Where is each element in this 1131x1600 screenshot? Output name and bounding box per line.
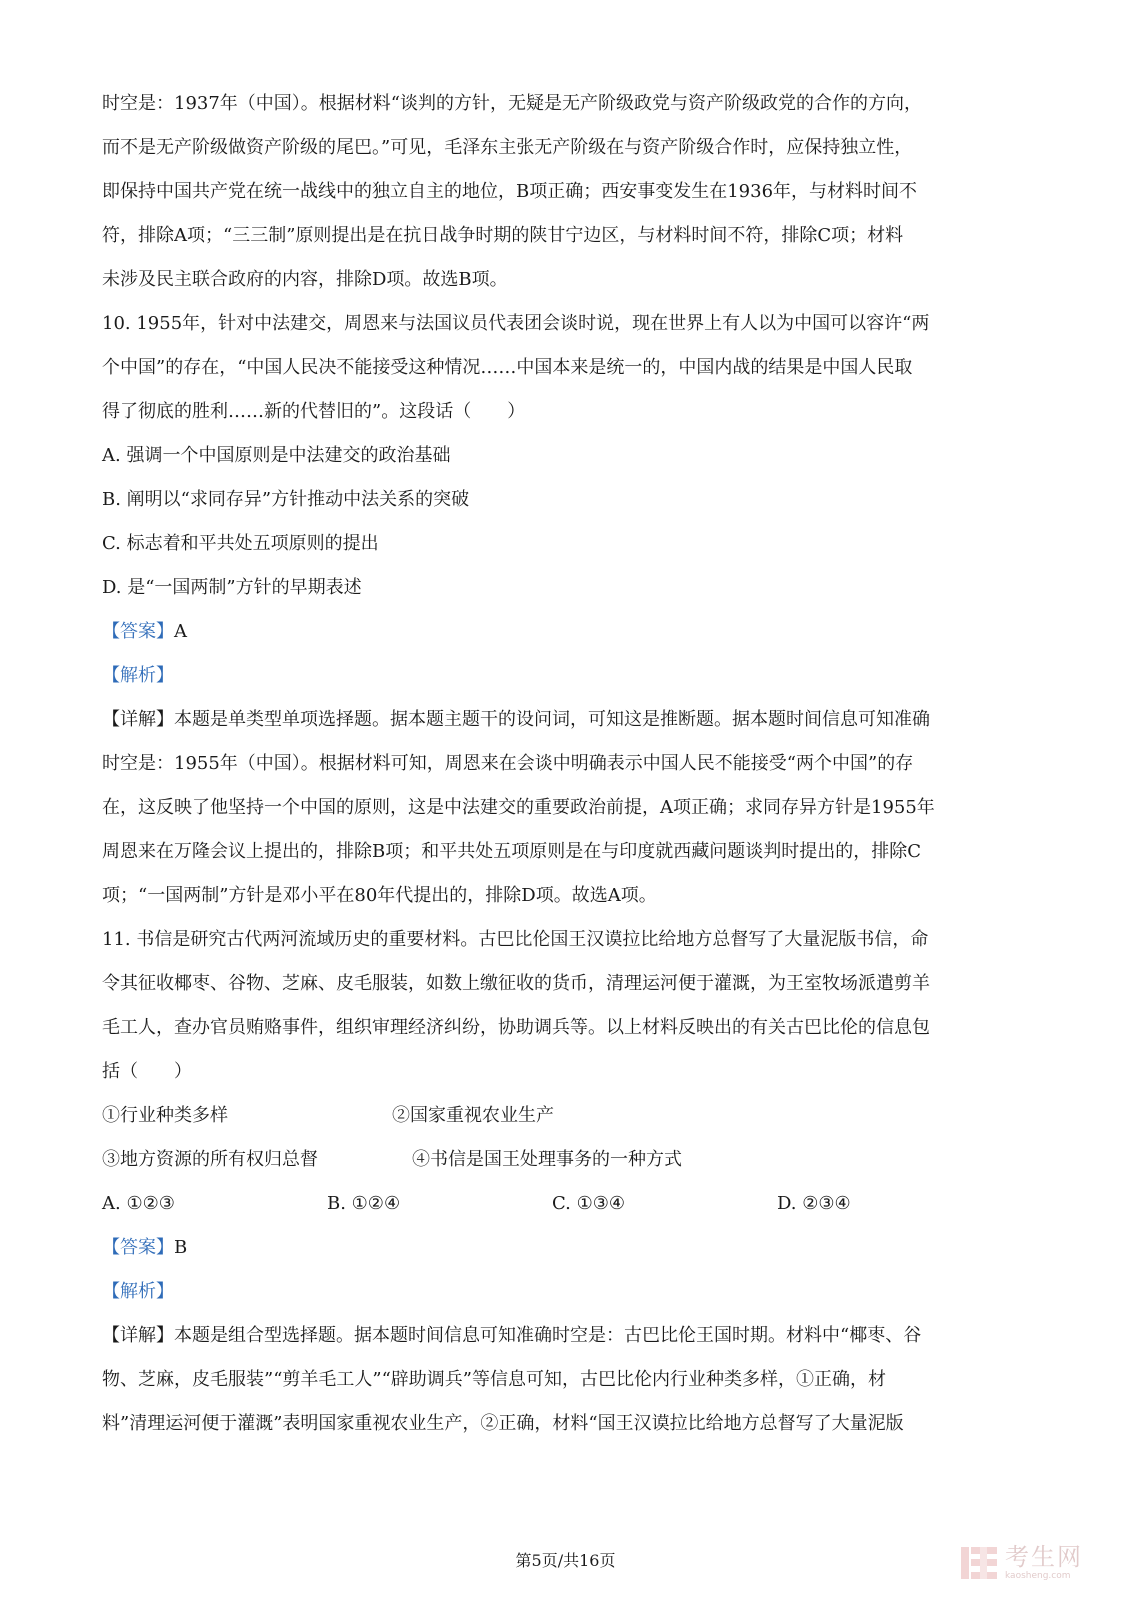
- question-stem: 毛工人，查办官员贿赂事件，组织审理经济纠纷，协助调兵等。以上材料反映出的有关古巴比伦的信息包: [102, 1017, 930, 1038]
- item-3: ③地方资源的所有权归总督: [102, 1149, 318, 1170]
- item-row: [102, 1138, 1032, 1182]
- answer-line: [102, 1226, 1032, 1270]
- question-stem: 得了彻底的胜利……新的代替旧的”。这段话（ ）: [102, 401, 526, 422]
- option-c: C. ①③④: [552, 1193, 625, 1214]
- option-d: D. ②③④: [777, 1193, 851, 1214]
- question-stem: 令其征收椰枣、谷物、芝麻、皮毛服装，如数上缴征收的货币，清理运河便于灌溉，为王室牧场派遣剪羊: [102, 973, 930, 994]
- question-stem: 10. 1955年，针对中法建交，周恩来与法国议员代表团会谈时说，现在世界上有人以为中国可以容许“两: [102, 313, 930, 334]
- page-number: 第5页/共16页: [515, 1551, 616, 1570]
- detail-line: 周恩来在万隆会议上提出的，排除B项；和平共处五项原则是在与印度就西藏问题谈判时提出的，排除C: [102, 841, 921, 862]
- site-logo: [959, 1540, 1109, 1586]
- option-a: A. ①②③: [102, 1193, 175, 1214]
- question-stem: 11. 书信是研究古代两河流域历史的重要材料。古巴比伦国王汉谟拉比给地方总督写了大量泥版书信，命: [102, 929, 929, 950]
- option-d: D. 是“一国两制”方针的早期表述: [102, 577, 362, 598]
- answer-tag: 【答案】: [102, 1237, 174, 1258]
- option-c: C. 标志着和平共处五项原则的提出: [102, 533, 379, 554]
- answer-tag: 【答案】: [102, 621, 174, 642]
- answer-value: A: [174, 621, 187, 642]
- analysis-tag: 【解析】: [102, 665, 174, 686]
- option-a: A. 强调一个中国原则是中法建交的政治基础: [102, 445, 451, 466]
- item-1: ①行业种类多样: [102, 1105, 228, 1126]
- analysis-tag: 【解析】: [102, 1281, 174, 1302]
- detail-line: 项；“一国两制”方针是邓小平在80年代提出的，排除D项。故选A项。: [102, 885, 657, 906]
- detail-line: 在，这反映了他坚持一个中国的原则，这是中法建交的重要政治前提，A项正确；求同存异方针是1955年: [102, 797, 935, 818]
- answer-line: [102, 610, 1032, 654]
- option-b: B. ①②④: [327, 1193, 401, 1214]
- option-b: B. 阐明以“求同存异”方针推动中法关系的突破: [102, 489, 470, 510]
- detail-line: 【详解】本题是单类型单项选择题。据本题主题干的设问词，可知这是推断题。据本题时间信息可知准确: [102, 709, 930, 730]
- item-row: [102, 1094, 1032, 1138]
- question-stem: 括（ ）: [102, 1061, 192, 1082]
- logo-text: [1005, 1544, 1083, 1582]
- detail-line: 时空是：1955年（中国）。根据材料可知，周恩来在会谈中明确表示中国人民不能接受“两个中国”的存: [102, 753, 914, 774]
- question-stem: 个中国”的存在，“中国人民决不能接受这种情况……中国本来是统一的，中国内战的结果是中国人民取: [102, 357, 913, 378]
- text-line: 而不是无产阶级做资产阶级的尾巴。”可见，毛泽东主张无产阶级在与资产阶级合作时，应保持独立性，: [102, 137, 913, 158]
- options-row: [102, 1182, 1032, 1226]
- logo-name: 考生网: [1005, 1543, 1083, 1571]
- detail-line: 【详解】本题是组合型选择题。据本题时间信息可知准确时空是：古巴比伦王国时期。材料中“椰枣、谷: [102, 1325, 922, 1346]
- text-line: 未涉及民主联合政府的内容，排除D项。故选B项。: [102, 269, 508, 290]
- analysis-line: [102, 654, 1032, 698]
- item-2: ②国家重视农业生产: [392, 1105, 554, 1126]
- analysis-line: [102, 1270, 1032, 1314]
- text-line: 符，排除A项；“三三制”原则提出是在抗日战争时期的陕甘宁边区，与材料时间不符，排除C项；材料: [102, 225, 904, 246]
- logo-url: kaosheng.com: [1005, 1571, 1071, 1581]
- kaosheng-logo-icon: [959, 1543, 999, 1583]
- answer-value: B: [174, 1237, 188, 1258]
- item-4: ④书信是国王处理事务的一种方式: [412, 1149, 682, 1170]
- detail-line: 物、芝麻，皮毛服装”“剪羊毛工人”“辟助调兵”等信息可知，古巴比伦内行业种类多样，①正确，材: [102, 1369, 887, 1390]
- text-line: 时空是：1937年（中国）。根据材料“谈判的方针，无疑是无产阶级政党与资产阶级政党的合作的方向，: [102, 93, 923, 114]
- document-body: [102, 82, 1032, 1446]
- detail-line: 料”清理运河便于灌溉”表明国家重视农业生产，②正确，材料“国王汉谟拉比给地方总督写了大量泥版: [102, 1413, 904, 1434]
- text-line: 即保持中国共产党在统一战线中的独立自主的地位，B项正确；西安事变发生在1936年，与材料时间不: [102, 181, 918, 202]
